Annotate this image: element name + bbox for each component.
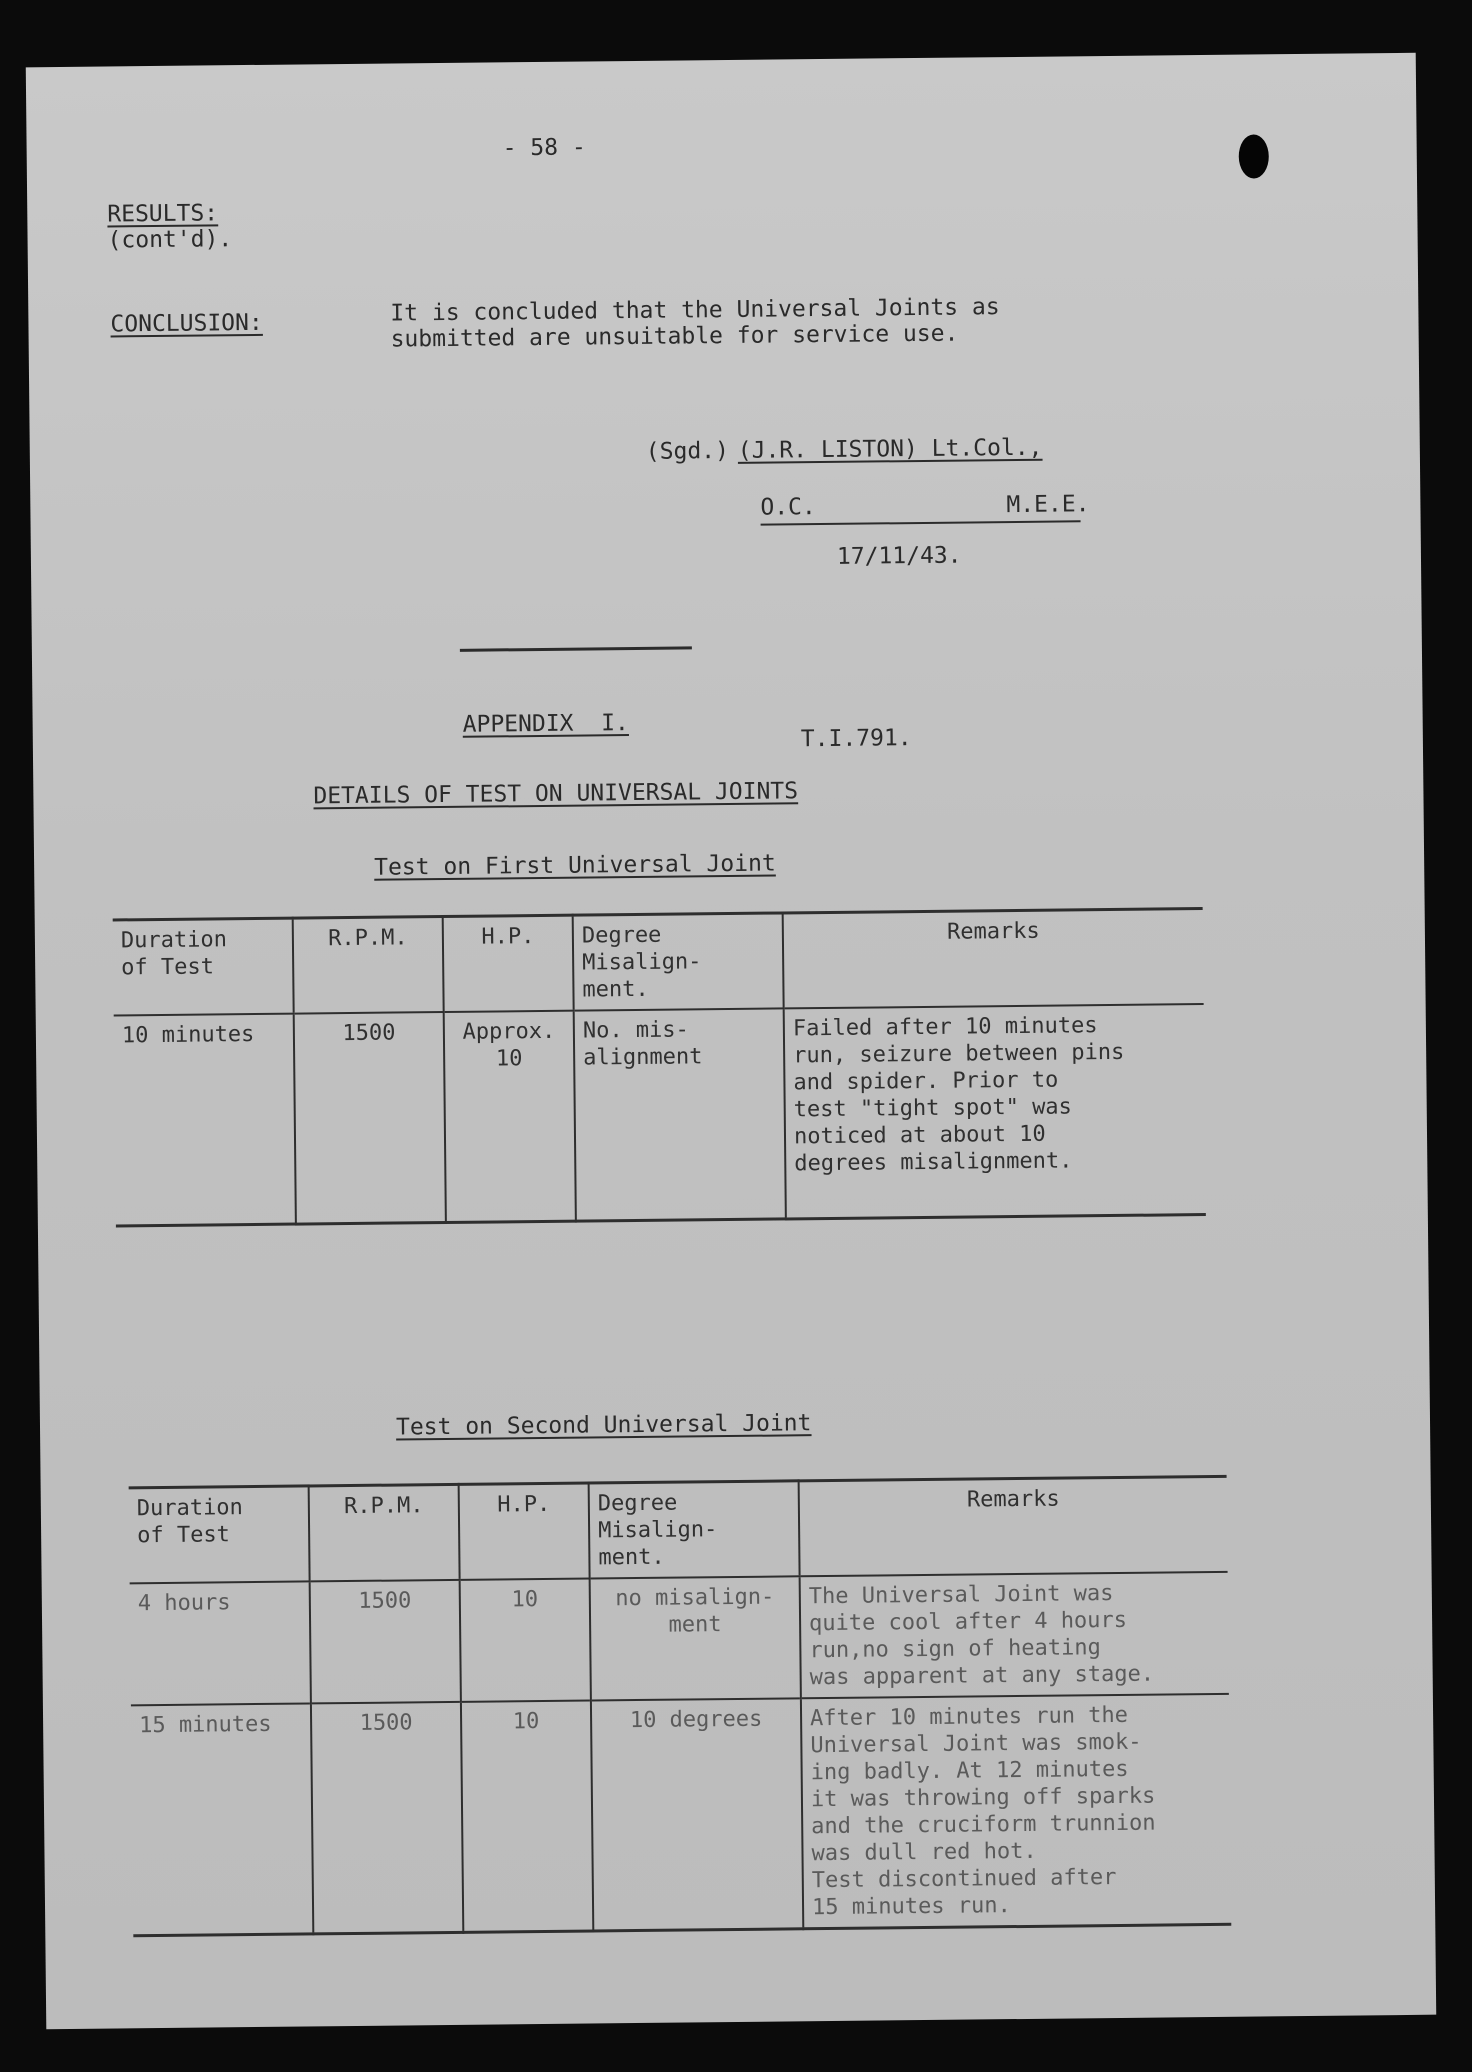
appendix-ref: T.I.791. — [800, 725, 912, 753]
cell-hp: Approx. 10 — [444, 1011, 576, 1222]
details-title: DETAILS OF TEST ON UNIVERSAL JOINTS — [313, 778, 799, 810]
col-rpm: R.P.M. — [293, 917, 444, 1014]
conclusion-label: CONCLUSION: — [110, 309, 263, 338]
cell-rpm: 1500 — [294, 1012, 446, 1224]
cell-duration: 10 minutes — [121, 1021, 255, 1049]
table-header-row — [113, 909, 1204, 1016]
document-page — [26, 53, 1436, 2029]
conclusion-line-2: submitted are unsuitable for service use. — [390, 320, 959, 353]
page-number: - 58 - — [502, 134, 586, 162]
col-remarks: Remarks — [799, 1476, 1228, 1576]
signature-oc: O.C. — [760, 494, 816, 521]
table1-title: Test on First Universal Joint — [374, 850, 776, 881]
col-misalignment: Degree Misalign- ment. — [589, 1481, 800, 1579]
signature-unit: M.E.E. — [1006, 491, 1090, 519]
col-duration: Duration of Test — [113, 918, 294, 1015]
col-remarks: Remarks — [783, 909, 1204, 1009]
cell-rpm: 1500 — [311, 1702, 463, 1934]
signature-date: 17/11/43. — [836, 542, 962, 570]
cell-remarks: The Universal Joint was quite cool after 4 hours run,no sign of heating was apparent at any stage. — [800, 1572, 1229, 1698]
col-duration: Duration of Test — [129, 1486, 310, 1583]
cell-hp: 10 — [461, 1701, 593, 1933]
cell-misalignment: 10 degrees — [591, 1698, 803, 1931]
table-row — [131, 1694, 1231, 1936]
cell-remarks: Failed after 10 minutes run, seizure between pins and spider. Prior to test "tight spot" was noticed at about 10 degrees misalignment. — [784, 1004, 1206, 1218]
cell-rpm: 1500 — [310, 1580, 461, 1704]
cell-misalignment: no misalign- ment — [590, 1576, 801, 1700]
col-hp: H.P. — [443, 915, 574, 1012]
signature-name: (J.R. LISTON) Lt.Col., — [737, 434, 1043, 464]
cell-misalignment: No. mis- alignment — [574, 1008, 786, 1220]
cell-duration: 15 minutes — [139, 1711, 272, 1739]
cell-remarks: After 10 minutes run the Universal Joint was smok- ing badly. At 12 minutes it was throwing off sparks and the cruciform trunnion was dull red hot. Test discontinued after 15 minutes run. — [801, 1694, 1231, 1929]
col-hp: H.P. — [459, 1483, 590, 1580]
signature-sgd: (Sgd.) — [645, 437, 730, 465]
cell-duration: 4 hours — [137, 1590, 231, 1617]
results-label: RESULTS: — [107, 200, 219, 228]
table-row — [114, 1004, 1206, 1225]
table2-title: Test on Second Universal Joint — [395, 1410, 812, 1441]
table-header-row — [129, 1476, 1228, 1583]
col-misalignment: Degree Misalign- ment. — [573, 913, 784, 1011]
conclusion-line-1: It is concluded that the Universal Joints as — [390, 294, 1000, 327]
table-row — [130, 1572, 1229, 1705]
col-rpm: R.P.M. — [309, 1484, 460, 1581]
table-first-joint — [113, 907, 1206, 1227]
punch-hole — [1239, 134, 1269, 178]
cell-hp: 10 — [460, 1579, 591, 1702]
appendix-label: APPENDIX I. — [462, 710, 629, 738]
section-divider — [460, 646, 692, 651]
results-cont: (cont'd). — [107, 226, 233, 254]
table-second-joint — [129, 1475, 1232, 1937]
